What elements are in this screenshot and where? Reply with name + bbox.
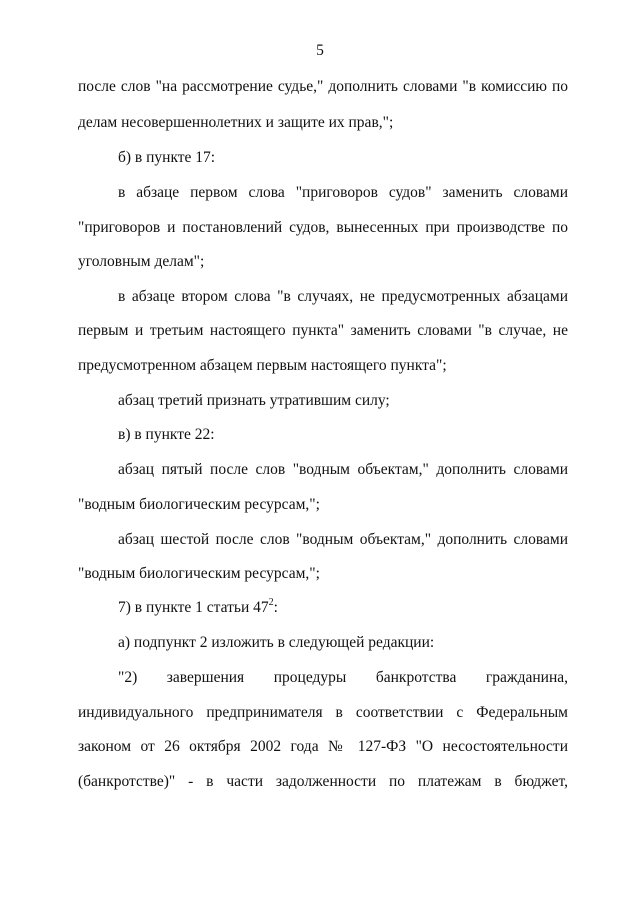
- text-line: после слов "на рассмотрение судье," дополнить словами "в комиссию по: [78, 78, 568, 95]
- text-line: абзац третий признать утратившим силу;: [118, 392, 390, 409]
- text-line: абзац пятый после слов "водным объектам," дополнить словами: [118, 461, 568, 478]
- text-line: "приговоров и постановлений судов, вынесенных при производстве по: [78, 219, 568, 236]
- text-line: законом от 26 октября 2002 года № 127-ФЗ "О несостоятельности: [78, 738, 568, 755]
- text-line: делам несовершеннолетних и защите их прав,";: [78, 114, 394, 131]
- text-line: (банкротстве)" - в части задолженности по платежам в бюджет,: [78, 773, 568, 790]
- text-line: в абзаце первом слова "приговоров судов" заменить словами: [118, 184, 568, 201]
- text-line: первым и третьим настоящего пункта" заменить словами "в случае, не: [78, 322, 568, 339]
- text-line: в) в пункте 22:: [118, 426, 215, 443]
- text-line: б) в пункте 17:: [118, 149, 216, 166]
- text-line: индивидуального предпринимателя в соответствии с Федеральным: [78, 704, 568, 721]
- article-text: 7) в пункте 1 статьи 47: [118, 599, 269, 616]
- text-line: а) подпункт 2 изложить в следующей редакции:: [118, 634, 435, 651]
- text-line-article: [118, 598, 278, 618]
- text-line: "2) завершения процедуры банкротства гражданина,: [118, 669, 568, 686]
- text-line: "водным биологическим ресурсам,";: [78, 565, 320, 582]
- text-line: абзац шестой после слов "водным объектам," дополнить словами: [118, 531, 568, 548]
- article-suffix: :: [273, 599, 278, 616]
- text-line: предусмотренном абзацем первым настоящего пункта";: [78, 357, 447, 374]
- article-superscript: 2: [268, 596, 274, 608]
- text-line: в абзаце втором слова "в случаях, не предусмотренных абзацами: [118, 288, 568, 305]
- text-line: "водным биологическим ресурсам,";: [78, 496, 320, 513]
- page-number: 5: [316, 42, 324, 59]
- text-line: уголовным делам";: [78, 253, 205, 270]
